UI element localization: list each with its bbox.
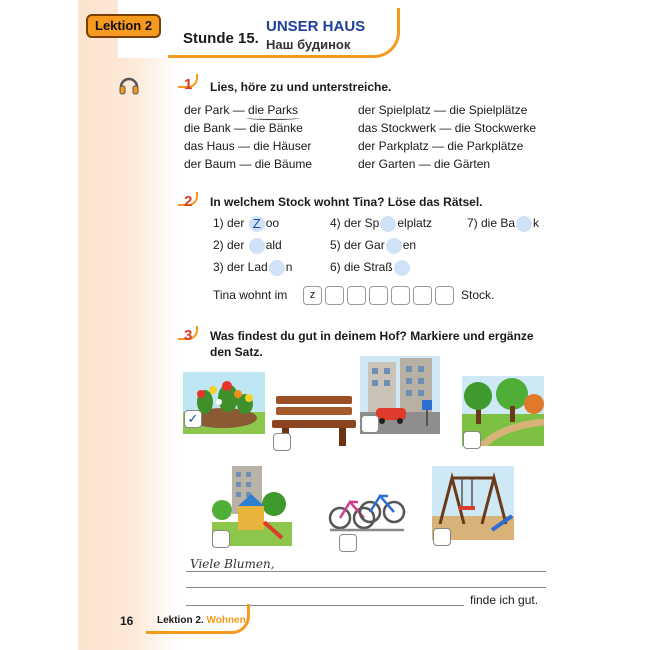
footer-topic: Wohnen	[206, 615, 246, 626]
choice-checkbox[interactable]	[273, 433, 291, 451]
riddle-text: 5) der Gar	[330, 238, 385, 253]
riddle-text: k	[533, 216, 540, 231]
word-pair: der Baum — die Bäume	[184, 157, 313, 171]
riddle-item	[330, 238, 416, 254]
answer-prefix: Tina wohnt im	[213, 288, 288, 302]
underline-stroke	[246, 116, 300, 120]
riddle-text: 4) der Sp	[330, 216, 380, 231]
choice-checkbox[interactable]	[361, 415, 379, 433]
writing-line[interactable]	[186, 587, 546, 588]
footer-lektion-label: Lektion 2.	[157, 615, 204, 626]
choice-checkbox[interactable]	[433, 528, 451, 546]
answer-boxes	[303, 286, 454, 305]
word-pair	[184, 103, 298, 117]
task-1-title: Lies, höre zu und unterstreiche.	[210, 80, 392, 94]
word-pair: der Parkplatz — die Parkplätze	[358, 139, 524, 153]
task-2-title: In welchem Stock wohnt Tina? Löse das Rätsel.	[210, 195, 483, 209]
riddle-text: 3) der Lad	[213, 260, 268, 275]
riddle-text: ald	[265, 238, 282, 253]
riddle-item	[213, 260, 292, 276]
lesson-number: Stunde 15.	[183, 30, 259, 47]
lesson-title-translation: Наш будинок	[266, 37, 351, 52]
riddle-text: oo	[265, 216, 280, 231]
handwritten-answer[interactable]: Viele Blumen,	[190, 557, 275, 571]
riddle-item	[330, 216, 432, 232]
task-3-number: 3	[184, 327, 193, 344]
answer-letter-box[interactable]	[435, 286, 454, 305]
choice-checkbox[interactable]	[463, 431, 481, 449]
riddle-text: en	[402, 238, 417, 253]
letter-blank[interactable]	[394, 260, 410, 276]
answer-letter-box[interactable]	[325, 286, 344, 305]
lesson-title: UNSER HAUS	[266, 18, 366, 35]
word-pair-text: der Park —	[184, 103, 249, 117]
riddle-text: 2) der	[213, 238, 248, 253]
underlined-word-text: die Parks	[248, 103, 299, 117]
choice-checkbox[interactable]	[212, 530, 230, 548]
riddle-text: 6) die Straß	[330, 260, 393, 275]
riddle-text: n	[285, 260, 293, 275]
letter-blank[interactable]: Z	[249, 216, 265, 232]
word-pair: das Haus — die Häuser	[184, 139, 312, 153]
answer-letter-box[interactable]	[391, 286, 410, 305]
answer-suffix: Stock.	[461, 288, 495, 302]
answer-letter-box[interactable]	[347, 286, 366, 305]
word-pair: die Bank — die Bänke	[184, 121, 303, 135]
choice-checkbox[interactable]	[339, 534, 357, 552]
riddle-item	[467, 216, 539, 232]
answer-letter-box[interactable]	[413, 286, 432, 305]
letter-blank[interactable]	[380, 216, 396, 232]
page-number: 16	[120, 614, 134, 628]
riddle-text: 1) der	[213, 216, 248, 231]
riddle-text: elplatz	[397, 216, 433, 231]
letter-blank[interactable]	[249, 238, 265, 254]
word-pair: das Stockwerk — die Stockwerke	[358, 121, 537, 135]
writing-line[interactable]	[186, 571, 546, 572]
task-3-title-line2: den Satz.	[210, 345, 263, 359]
letter-blank[interactable]	[269, 260, 285, 276]
bicycles-illustration	[326, 478, 408, 538]
riddle-item	[213, 238, 282, 254]
lektion-badge: Lektion 2	[86, 14, 161, 38]
letter-blank[interactable]	[386, 238, 402, 254]
footer-lektion	[157, 615, 246, 626]
answer-letter-box[interactable]: z	[303, 286, 322, 305]
letter-blank[interactable]	[516, 216, 532, 232]
task-1-number: 1	[184, 76, 193, 93]
answer-letter-box[interactable]	[369, 286, 388, 305]
headphones-icon	[118, 74, 140, 96]
task-3-title-line1: Was findest du gut in deinem Hof? Markiere und ergänze	[210, 329, 534, 343]
riddle-item	[213, 216, 279, 232]
word-pair: der Garten — die Gärten	[358, 157, 491, 171]
word-pair: der Spielplatz — die Spielplätze	[358, 103, 528, 117]
riddle-item	[330, 260, 411, 276]
underlined-word[interactable]	[248, 103, 298, 117]
choice-checkbox[interactable]: ✓	[184, 410, 202, 428]
sentence-ending: finde ich gut.	[470, 593, 539, 607]
riddle-text: 7) die Ba	[467, 216, 516, 231]
task-2-number: 2	[184, 193, 193, 210]
